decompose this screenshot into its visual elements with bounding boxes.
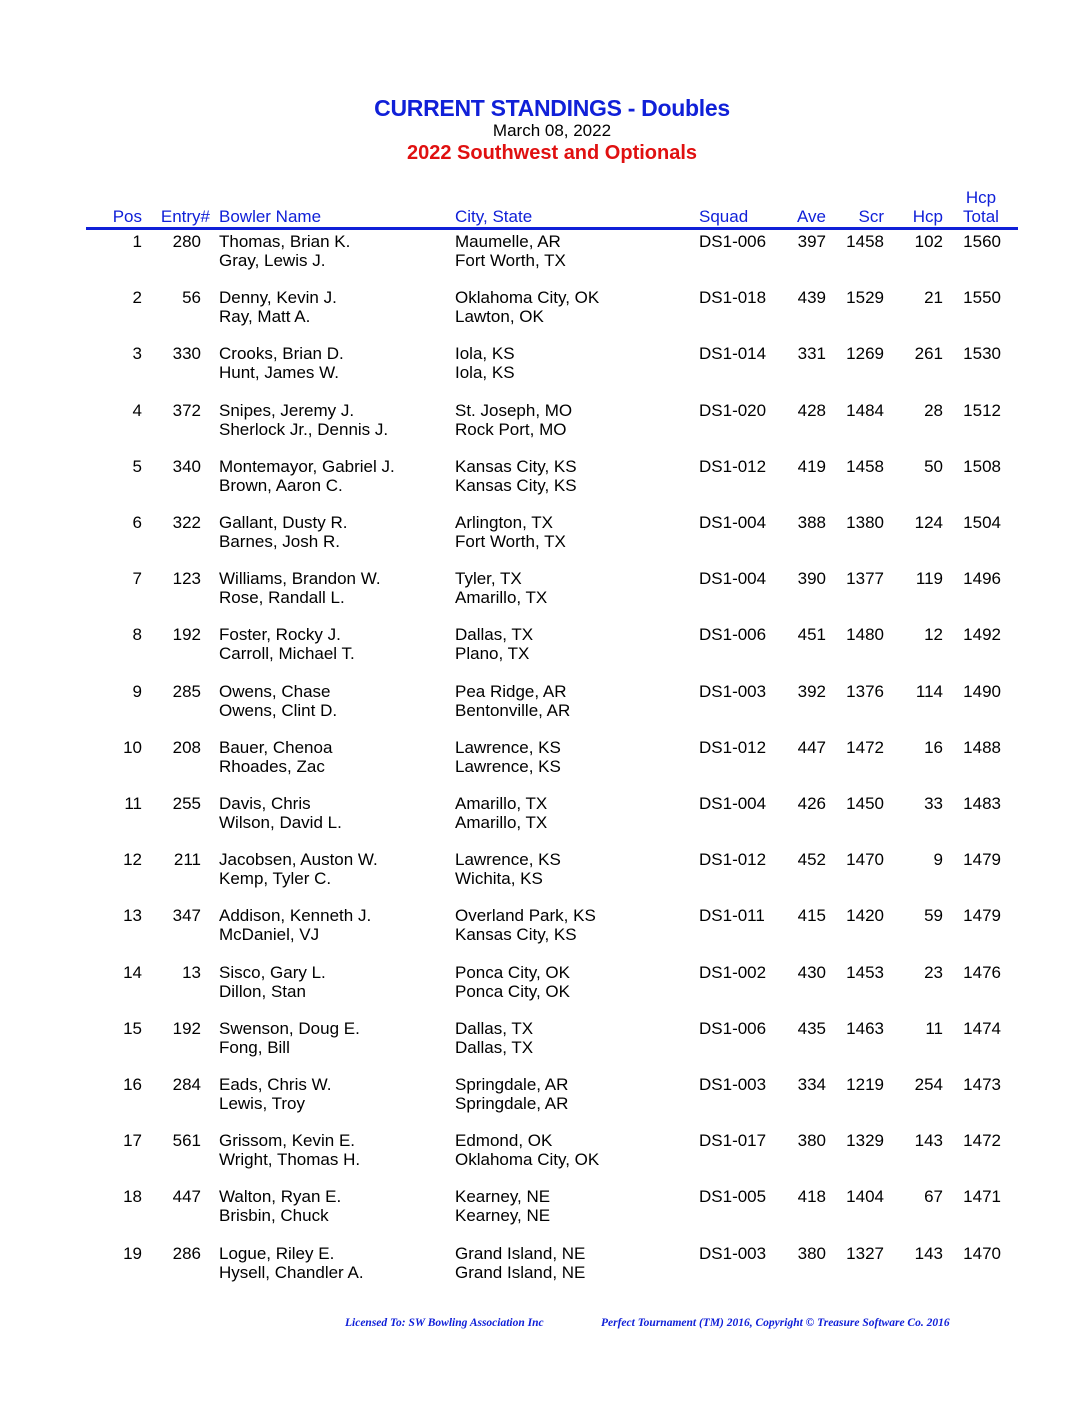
cell-city-2: Amarillo, TX <box>455 588 548 608</box>
cell-hcp: 21 <box>924 288 943 308</box>
cell-city-1: Springdale, AR <box>455 1075 569 1094</box>
cell-entry: 322 <box>172 513 201 532</box>
cell-city-2: Fort Worth, TX <box>455 532 566 551</box>
table-row <box>0 1075 1088 1115</box>
cell-hcp: 33 <box>924 794 943 813</box>
cell-bowler-1: Sisco, Gary L. <box>219 962 326 982</box>
table-row <box>0 569 1088 609</box>
cell-scr: 1458 <box>846 456 884 476</box>
cell-city-1: Lawrence, KS <box>455 737 561 757</box>
cell-hcp: 143 <box>914 1131 943 1151</box>
cell-entry: 447 <box>172 1187 201 1207</box>
table-row <box>0 344 1088 384</box>
cell-bowler-1: Owens, Chase <box>219 681 331 701</box>
cell-bowler-1: Swenson, Doug E. <box>219 1018 360 1038</box>
cell-total: 1474 <box>963 1018 1001 1038</box>
table-row <box>0 513 1088 553</box>
cell-squad: DS1-004 <box>699 569 767 589</box>
cell-squad: DS1-017 <box>699 1131 767 1151</box>
col-pos: Pos <box>112 207 142 226</box>
cell-bowler-1: Crooks, Brian D. <box>219 344 344 364</box>
cell-pos: 12 <box>123 850 142 870</box>
cell-city-1: Oklahoma City, OK <box>455 288 600 308</box>
cell-pos: 14 <box>123 962 142 982</box>
cell-squad: DS1-014 <box>699 344 767 364</box>
table-row <box>0 1131 1088 1171</box>
cell-bowler-1: Jacobsen, Auston W. <box>219 850 378 870</box>
cell-total: 1504 <box>963 513 1001 532</box>
cell-total: 1476 <box>963 962 1001 982</box>
cell-entry: 340 <box>172 456 201 476</box>
table-row <box>0 232 1088 272</box>
cell-city-1: Iola, KS <box>455 344 515 364</box>
cell-ave: 430 <box>797 962 826 982</box>
cell-entry: 208 <box>172 737 201 757</box>
cell-total: 1470 <box>963 1243 1001 1263</box>
cell-entry: 330 <box>172 344 201 364</box>
cell-bowler-2: Wright, Thomas H. <box>219 1150 361 1170</box>
cell-ave: 418 <box>797 1187 826 1207</box>
cell-bowler-1: Logue, Riley E. <box>219 1243 335 1263</box>
cell-total: 1473 <box>963 1075 1001 1094</box>
cell-total: 1471 <box>963 1187 1001 1207</box>
cell-entry: 255 <box>172 794 201 813</box>
cell-hcp: 67 <box>924 1187 943 1207</box>
cell-squad: DS1-004 <box>699 794 767 813</box>
cell-hcp: 124 <box>914 513 943 532</box>
cell-bowler-1: Grissom, Kevin E. <box>219 1131 356 1151</box>
cell-entry: 280 <box>172 232 201 251</box>
cell-ave: 419 <box>797 456 826 476</box>
cell-scr: 1463 <box>846 1018 884 1038</box>
cell-bowler-2: Rhoades, Zac <box>219 756 325 776</box>
cell-city-2: Kansas City, KS <box>455 475 577 495</box>
cell-scr: 1458 <box>846 232 884 251</box>
cell-city-2: Lawton, OK <box>455 307 544 327</box>
cell-squad: DS1-006 <box>699 625 767 645</box>
cell-scr: 1404 <box>846 1187 884 1207</box>
cell-bowler-2: Rose, Randall L. <box>219 588 345 608</box>
cell-city-1: Ponca City, OK <box>455 962 570 982</box>
col-scr: Scr <box>858 207 884 226</box>
table-row <box>0 906 1088 946</box>
cell-pos: 15 <box>123 1018 142 1038</box>
cell-bowler-1: Gallant, Dusty R. <box>219 513 348 532</box>
cell-bowler-2: Brown, Aaron C. <box>219 475 343 495</box>
cell-scr: 1329 <box>846 1131 884 1151</box>
cell-ave: 388 <box>797 513 826 532</box>
col-bowler: Bowler Name <box>219 207 322 226</box>
cell-ave: 415 <box>797 906 826 926</box>
cell-scr: 1420 <box>846 906 884 926</box>
cell-bowler-2: McDaniel, VJ <box>219 925 320 945</box>
cell-hcp: 50 <box>924 456 943 476</box>
cell-total: 1488 <box>963 737 1001 757</box>
copyright-text: Perfect Tournament (TM) 2016, Copyright © Treasure Software Co. 2016 <box>601 1317 950 1329</box>
cell-bowler-2: Ray, Matt A. <box>219 307 311 327</box>
page-title: CURRENT STANDINGS - Doubles <box>374 95 730 121</box>
col-ave: Ave <box>797 207 826 226</box>
cell-entry: 192 <box>172 625 201 645</box>
cell-squad: DS1-005 <box>699 1187 767 1207</box>
cell-total: 1483 <box>963 794 1001 813</box>
cell-city-2: Fort Worth, TX <box>455 251 566 270</box>
cell-bowler-1: Walton, Ryan E. <box>219 1187 342 1207</box>
cell-city-1: Dallas, TX <box>455 625 534 645</box>
cell-squad: DS1-012 <box>699 456 767 476</box>
col-total-bottom: Total <box>963 207 999 226</box>
table-row <box>0 1244 1088 1284</box>
cell-city-1: Kearney, NE <box>455 1187 551 1207</box>
cell-hcp: 254 <box>914 1075 943 1094</box>
cell-scr: 1219 <box>846 1075 884 1094</box>
cell-ave: 428 <box>797 400 826 420</box>
cell-squad: DS1-003 <box>699 1243 767 1263</box>
cell-bowler-1: Thomas, Brian K. <box>219 232 351 251</box>
cell-squad: DS1-012 <box>699 737 767 757</box>
cell-entry: 56 <box>182 288 201 308</box>
table-row <box>0 401 1088 441</box>
cell-squad: DS1-004 <box>699 513 767 532</box>
cell-city-1: St. Joseph, MO <box>455 400 573 420</box>
cell-scr: 1472 <box>846 737 884 757</box>
cell-bowler-2: Owens, Clint D. <box>219 700 338 720</box>
cell-bowler-2: Sherlock Jr., Dennis J. <box>219 419 389 439</box>
cell-pos: 11 <box>124 794 142 813</box>
cell-hcp: 12 <box>924 625 943 645</box>
cell-scr: 1470 <box>846 850 884 870</box>
cell-city-2: Wichita, KS <box>455 869 543 889</box>
cell-total: 1479 <box>963 850 1001 870</box>
cell-ave: 392 <box>797 681 826 701</box>
cell-hcp: 114 <box>915 681 943 701</box>
cell-scr: 1269 <box>846 344 884 364</box>
cell-bowler-1: Denny, Kevin J. <box>219 288 337 308</box>
cell-city-2: Lawrence, KS <box>455 756 561 776</box>
cell-city-1: Arlington, TX <box>455 513 553 532</box>
cell-ave: 380 <box>797 1131 826 1151</box>
cell-hcp: 261 <box>914 344 943 364</box>
cell-entry: 347 <box>172 906 201 926</box>
report-date: March 08, 2022 <box>492 121 612 140</box>
cell-ave: 397 <box>797 232 826 251</box>
cell-scr: 1453 <box>846 962 884 982</box>
cell-entry: 285 <box>172 681 201 701</box>
cell-city-2: Grand Island, NE <box>455 1262 586 1282</box>
cell-city-1: Kansas City, KS <box>455 456 577 476</box>
cell-city-2: Amarillo, TX <box>455 813 548 832</box>
cell-scr: 1327 <box>846 1243 884 1263</box>
col-hcp: Hcp <box>912 207 943 226</box>
cell-squad: DS1-011 <box>699 906 765 926</box>
table-row <box>0 1019 1088 1059</box>
cell-ave: 331 <box>797 344 826 364</box>
cell-bowler-1: Foster, Rocky J. <box>219 625 341 645</box>
cell-scr: 1484 <box>846 400 884 420</box>
cell-city-2: Springdale, AR <box>455 1094 569 1113</box>
cell-pos: 1 <box>132 232 142 251</box>
table-row <box>0 288 1088 328</box>
cell-bowler-2: Kemp, Tyler C. <box>219 869 332 889</box>
cell-ave: 426 <box>797 794 826 813</box>
cell-pos: 18 <box>123 1187 142 1207</box>
cell-squad: DS1-006 <box>699 232 767 251</box>
cell-hcp: 102 <box>914 232 943 251</box>
table-row <box>0 738 1088 778</box>
table-row <box>0 794 1088 834</box>
cell-total: 1496 <box>963 569 1001 589</box>
cell-total: 1472 <box>963 1131 1001 1151</box>
cell-pos: 17 <box>123 1131 142 1151</box>
cell-city-2: Dallas, TX <box>455 1037 534 1057</box>
cell-entry: 561 <box>172 1131 201 1151</box>
cell-squad: DS1-003 <box>699 1075 767 1094</box>
cell-total: 1512 <box>963 400 1001 420</box>
cell-bowler-2: Carroll, Michael T. <box>219 644 355 664</box>
table-row <box>0 625 1088 665</box>
cell-squad: DS1-018 <box>699 288 767 308</box>
cell-squad: DS1-020 <box>699 400 767 420</box>
table-row <box>0 850 1088 890</box>
cell-pos: 19 <box>123 1243 142 1263</box>
cell-bowler-2: Gray, Lewis J. <box>219 251 326 270</box>
cell-scr: 1529 <box>846 288 884 308</box>
cell-squad: DS1-012 <box>699 850 767 870</box>
cell-scr: 1450 <box>846 794 884 813</box>
cell-squad: DS1-006 <box>699 1018 767 1038</box>
cell-city-1: Overland Park, KS <box>455 906 596 926</box>
cell-scr: 1380 <box>846 513 884 532</box>
cell-scr: 1480 <box>846 625 884 645</box>
cell-bowler-2: Barnes, Josh R. <box>219 532 340 551</box>
cell-bowler-2: Wilson, David L. <box>219 813 342 832</box>
table-row <box>0 963 1088 1003</box>
cell-city-1: Dallas, TX <box>455 1018 534 1038</box>
cell-entry: 211 <box>173 850 201 870</box>
cell-city-2: Rock Port, MO <box>455 419 567 439</box>
cell-city-2: Kearney, NE <box>455 1206 551 1226</box>
cell-entry: 13 <box>182 962 201 982</box>
cell-entry: 192 <box>172 1018 201 1038</box>
table-row <box>0 682 1088 722</box>
cell-city-1: Lawrence, KS <box>455 850 561 870</box>
cell-city-2: Iola, KS <box>455 363 515 383</box>
cell-hcp: 16 <box>924 737 943 757</box>
cell-total: 1492 <box>963 625 1001 645</box>
cell-bowler-1: Bauer, Chenoa <box>219 737 333 757</box>
cell-city-1: Pea Ridge, AR <box>455 681 567 701</box>
cell-total: 1560 <box>963 232 1001 251</box>
cell-ave: 452 <box>797 850 826 870</box>
cell-total: 1490 <box>963 681 1001 701</box>
cell-bowler-1: Addison, Kenneth J. <box>219 906 372 926</box>
cell-bowler-1: Davis, Chris <box>219 794 311 813</box>
cell-pos: 10 <box>123 737 142 757</box>
col-squad: Squad <box>699 207 749 226</box>
cell-total: 1530 <box>963 344 1001 364</box>
cell-pos: 6 <box>132 513 142 532</box>
cell-pos: 16 <box>123 1075 142 1094</box>
license-text: Licensed To: SW Bowling Association Inc <box>345 1317 544 1329</box>
cell-city-2: Ponca City, OK <box>455 981 570 1001</box>
cell-pos: 8 <box>132 625 142 645</box>
cell-ave: 390 <box>797 569 826 589</box>
cell-pos: 13 <box>123 906 142 926</box>
table-row <box>0 1187 1088 1227</box>
cell-bowler-2: Hysell, Chandler A. <box>219 1262 364 1282</box>
cell-scr: 1377 <box>846 569 884 589</box>
cell-city-2: Kansas City, KS <box>455 925 577 945</box>
cell-total: 1550 <box>963 288 1001 308</box>
cell-city-1: Edmond, OK <box>455 1131 553 1151</box>
cell-hcp: 9 <box>933 850 943 870</box>
cell-entry: 372 <box>172 400 201 420</box>
cell-ave: 447 <box>797 737 826 757</box>
header-rule <box>86 227 1018 230</box>
cell-bowler-2: Lewis, Troy <box>219 1094 305 1113</box>
cell-hcp: 119 <box>915 569 943 589</box>
cell-pos: 3 <box>132 344 142 364</box>
cell-total: 1479 <box>963 906 1001 926</box>
cell-entry: 123 <box>172 569 201 589</box>
cell-bowler-1: Montemayor, Gabriel J. <box>219 456 395 476</box>
cell-bowler-2: Hunt, James W. <box>219 363 339 383</box>
cell-bowler-1: Snipes, Jeremy J. <box>219 400 355 420</box>
cell-entry: 286 <box>172 1243 201 1263</box>
cell-city-1: Amarillo, TX <box>455 794 548 813</box>
cell-bowler-2: Brisbin, Chuck <box>219 1206 329 1226</box>
cell-total: 1508 <box>963 456 1001 476</box>
cell-hcp: 11 <box>925 1018 943 1038</box>
cell-hcp: 143 <box>914 1243 943 1263</box>
col-city: City, State <box>455 207 533 226</box>
cell-pos: 7 <box>132 569 142 589</box>
cell-bowler-2: Dillon, Stan <box>219 981 306 1001</box>
cell-hcp: 23 <box>924 962 943 982</box>
table-row <box>0 457 1088 497</box>
cell-scr: 1376 <box>846 681 884 701</box>
cell-pos: 9 <box>132 681 142 701</box>
cell-bowler-1: Williams, Brandon W. <box>219 569 381 589</box>
cell-entry: 284 <box>172 1075 201 1094</box>
cell-city-2: Oklahoma City, OK <box>455 1150 600 1170</box>
cell-pos: 2 <box>132 288 142 308</box>
cell-city-1: Tyler, TX <box>455 569 522 589</box>
cell-pos: 4 <box>132 400 142 420</box>
cell-ave: 451 <box>797 625 826 645</box>
col-total-top: Hcp <box>965 188 997 207</box>
cell-city-2: Plano, TX <box>455 644 530 664</box>
cell-squad: DS1-002 <box>699 962 767 982</box>
cell-ave: 439 <box>797 288 826 308</box>
col-entry: Entry# <box>160 207 210 226</box>
cell-ave: 435 <box>797 1018 826 1038</box>
cell-city-1: Maumelle, AR <box>455 232 561 251</box>
cell-pos: 5 <box>132 456 142 476</box>
cell-squad: DS1-003 <box>699 681 767 701</box>
cell-ave: 380 <box>797 1243 826 1263</box>
cell-bowler-1: Eads, Chris W. <box>219 1075 332 1094</box>
cell-city-2: Bentonville, AR <box>455 700 571 720</box>
cell-bowler-2: Fong, Bill <box>219 1037 290 1057</box>
cell-city-1: Grand Island, NE <box>455 1243 586 1263</box>
event-name: 2022 Southwest and Optionals <box>406 142 698 164</box>
cell-ave: 334 <box>797 1075 826 1094</box>
cell-hcp: 59 <box>924 906 943 926</box>
cell-hcp: 28 <box>924 400 943 420</box>
